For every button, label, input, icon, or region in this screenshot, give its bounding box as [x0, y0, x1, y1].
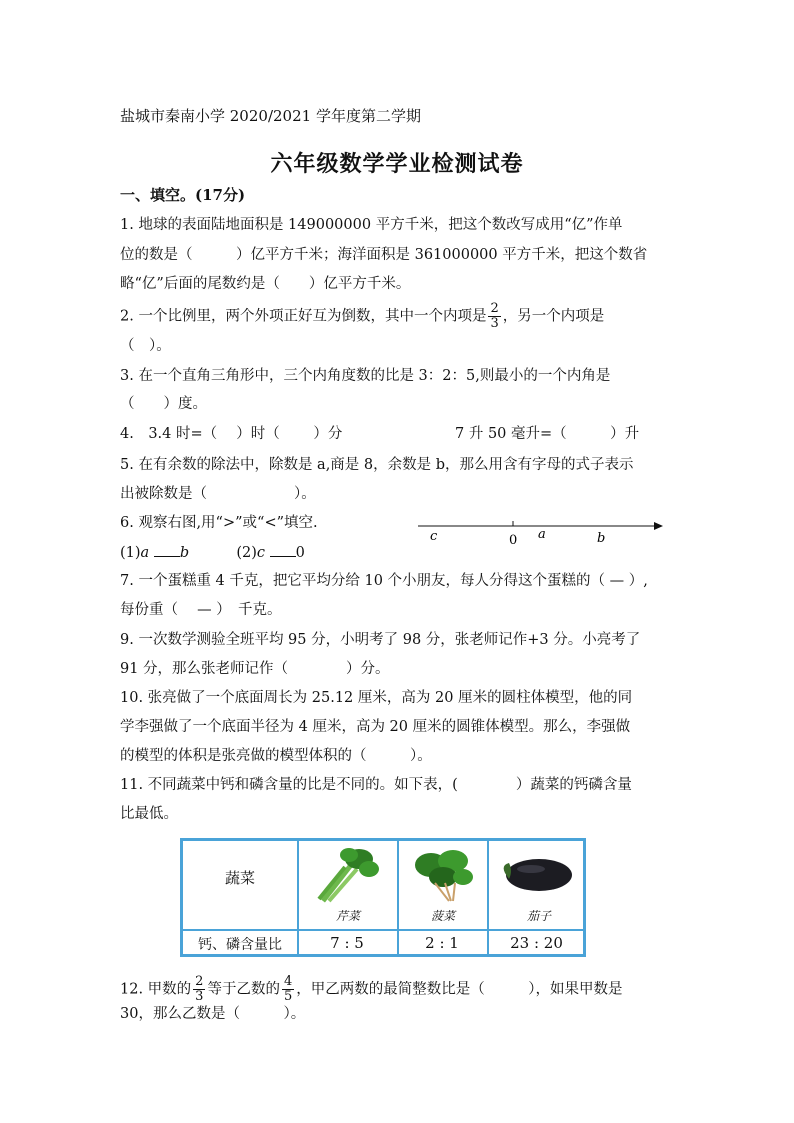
question-9-line-1: 9. 一次数学测验全班平均 95 分，小明考了 98 分，张老师记作+3 分。小亮考了 [120, 632, 641, 648]
fraction-denominator: 3 [490, 316, 499, 331]
question-10-line-2: 学李强做了一个底面半径为 4 厘米，高为 20 厘米的圆锥体模型。那么，李强做 [120, 719, 631, 735]
fraction-denominator: 5 [283, 989, 293, 1004]
ratio-value: 23 : 20 [510, 934, 563, 952]
question-2-line-2: （ ）。 [120, 338, 171, 354]
vegetable-name: 菠菜 [430, 909, 455, 923]
question-10-line-3: 的模型的体积是张亮做的模型体积的（ ）。 [120, 748, 432, 764]
question-12-line-1 [120, 975, 622, 1004]
number-line-arrow [654, 522, 663, 530]
label-b: b [597, 531, 606, 546]
fraction-two-thirds [193, 975, 205, 1004]
question-7-line-2: 每份重（ — ） 千克。 [120, 602, 282, 618]
school-header: 盐城市秦南小学 2020/2021 学年度第二学期 [120, 107, 421, 125]
question-11-line-2: 比最低。 [120, 806, 178, 822]
vegetable-name: 茄子 [526, 909, 551, 923]
question-1-line-1: 1. 地球的表面陆地面积是 149000000 平方千米，把这个数改写成用“亿”作单 [120, 217, 623, 233]
question-5-line-1: 5. 在有余数的除法中，除数是 a,商是 8，余数是 b，那么用含有字母的式子表示 [120, 457, 634, 473]
question-7-line-1: 7. 一个蛋糕重 4 千克，把它平均分给 10 个小朋友，每人分得这个蛋糕的（ — ）, [120, 573, 648, 589]
question-2-text-post: ，另一个内项是 [502, 308, 605, 325]
question-9-line-2: 91 分，那么张老师记作（ ）分。 [120, 661, 390, 677]
var-a: a [140, 545, 150, 561]
fraction-numerator: 4 [283, 974, 293, 989]
fraction-two-thirds [488, 302, 500, 331]
fraction-denominator: 3 [195, 989, 204, 1004]
section-heading: 一、填空。(17分) [120, 186, 246, 204]
fraction-numerator: 2 [490, 301, 499, 316]
page-title: 六年级数学学业检测试卷 [270, 151, 524, 177]
eggplant-icon [499, 851, 575, 897]
question-3-line-1: 3. 在一个直角三角形中，三个内角度数的比是 3：2：5,则最小的一个内角是 [120, 368, 611, 384]
fraction-four-fifths [282, 975, 294, 1004]
fraction-numerator: 2 [195, 974, 204, 989]
spinach-icon [405, 843, 481, 905]
table-row-divider [183, 929, 583, 931]
var-b: b [179, 545, 190, 561]
part-2-label: (2) [236, 545, 257, 561]
label-a: a [538, 527, 546, 542]
answer-blank-2[interactable] [270, 542, 296, 557]
question-12-text-post: ，甲乙两数的最简整数比是（ ），如果甲数是 [296, 981, 623, 998]
question-12-text-mid: 等于乙数的 [207, 981, 280, 998]
question-4-part-1: 4. 3.4 时=（ ）时（ ）分 [120, 426, 343, 442]
ratio-value: 7 : 5 [330, 934, 364, 952]
question-12-text: 12. 甲数的 [120, 981, 192, 998]
question-2-line-1 [120, 302, 604, 331]
table-header-label: 蔬菜 [224, 869, 255, 887]
question-2-text: 2. 一个比例里，两个外项正好互为倒数，其中一个内项是 [120, 308, 487, 325]
question-11-line-1: 11. 不同蔬菜中钙和磷含量的比是不同的。如下表，( ）蔬菜的钙磷含量 [120, 777, 632, 793]
table-row-label: 钙、磷含量比 [198, 937, 282, 953]
question-5-line-2: 出被除数是（ ）。 [120, 486, 316, 502]
question-1-line-3: 略“亿”后面的尾数约是（ ）亿平方千米。 [120, 276, 411, 292]
vegetable-name: 芹菜 [335, 909, 360, 923]
var-c: c [256, 545, 265, 561]
ratio-value: 2 : 1 [425, 934, 459, 952]
label-zero: 0 [509, 533, 518, 548]
question-12-line-2: 30，那么乙数是（ ）。 [120, 1006, 306, 1022]
question-4-part-2: 7 升 50 毫升=（ ）升 [455, 426, 640, 442]
question-6-parts [120, 542, 305, 563]
label-c: c [430, 529, 438, 544]
celery-icon [311, 845, 383, 905]
answer-blank-1[interactable] [154, 542, 180, 557]
question-6-line-1: 6. 观察右图,用“>”或“<”填空. [120, 515, 318, 531]
number-line [418, 516, 663, 552]
part-1-label: (1) [120, 545, 141, 561]
zero-value: 0 [295, 545, 305, 561]
question-1-line-2: 位的数是（ ）亿平方千米；海洋面积是 361000000 平方千米，把这个数省 [120, 247, 648, 263]
question-3-line-2: （ ）度。 [120, 396, 207, 412]
vegetable-table [180, 838, 586, 957]
question-10-line-1: 10. 张亮做了一个底面周长为 25.12 厘米，高为 20 厘米的圆柱体模型，他的同 [120, 690, 633, 706]
